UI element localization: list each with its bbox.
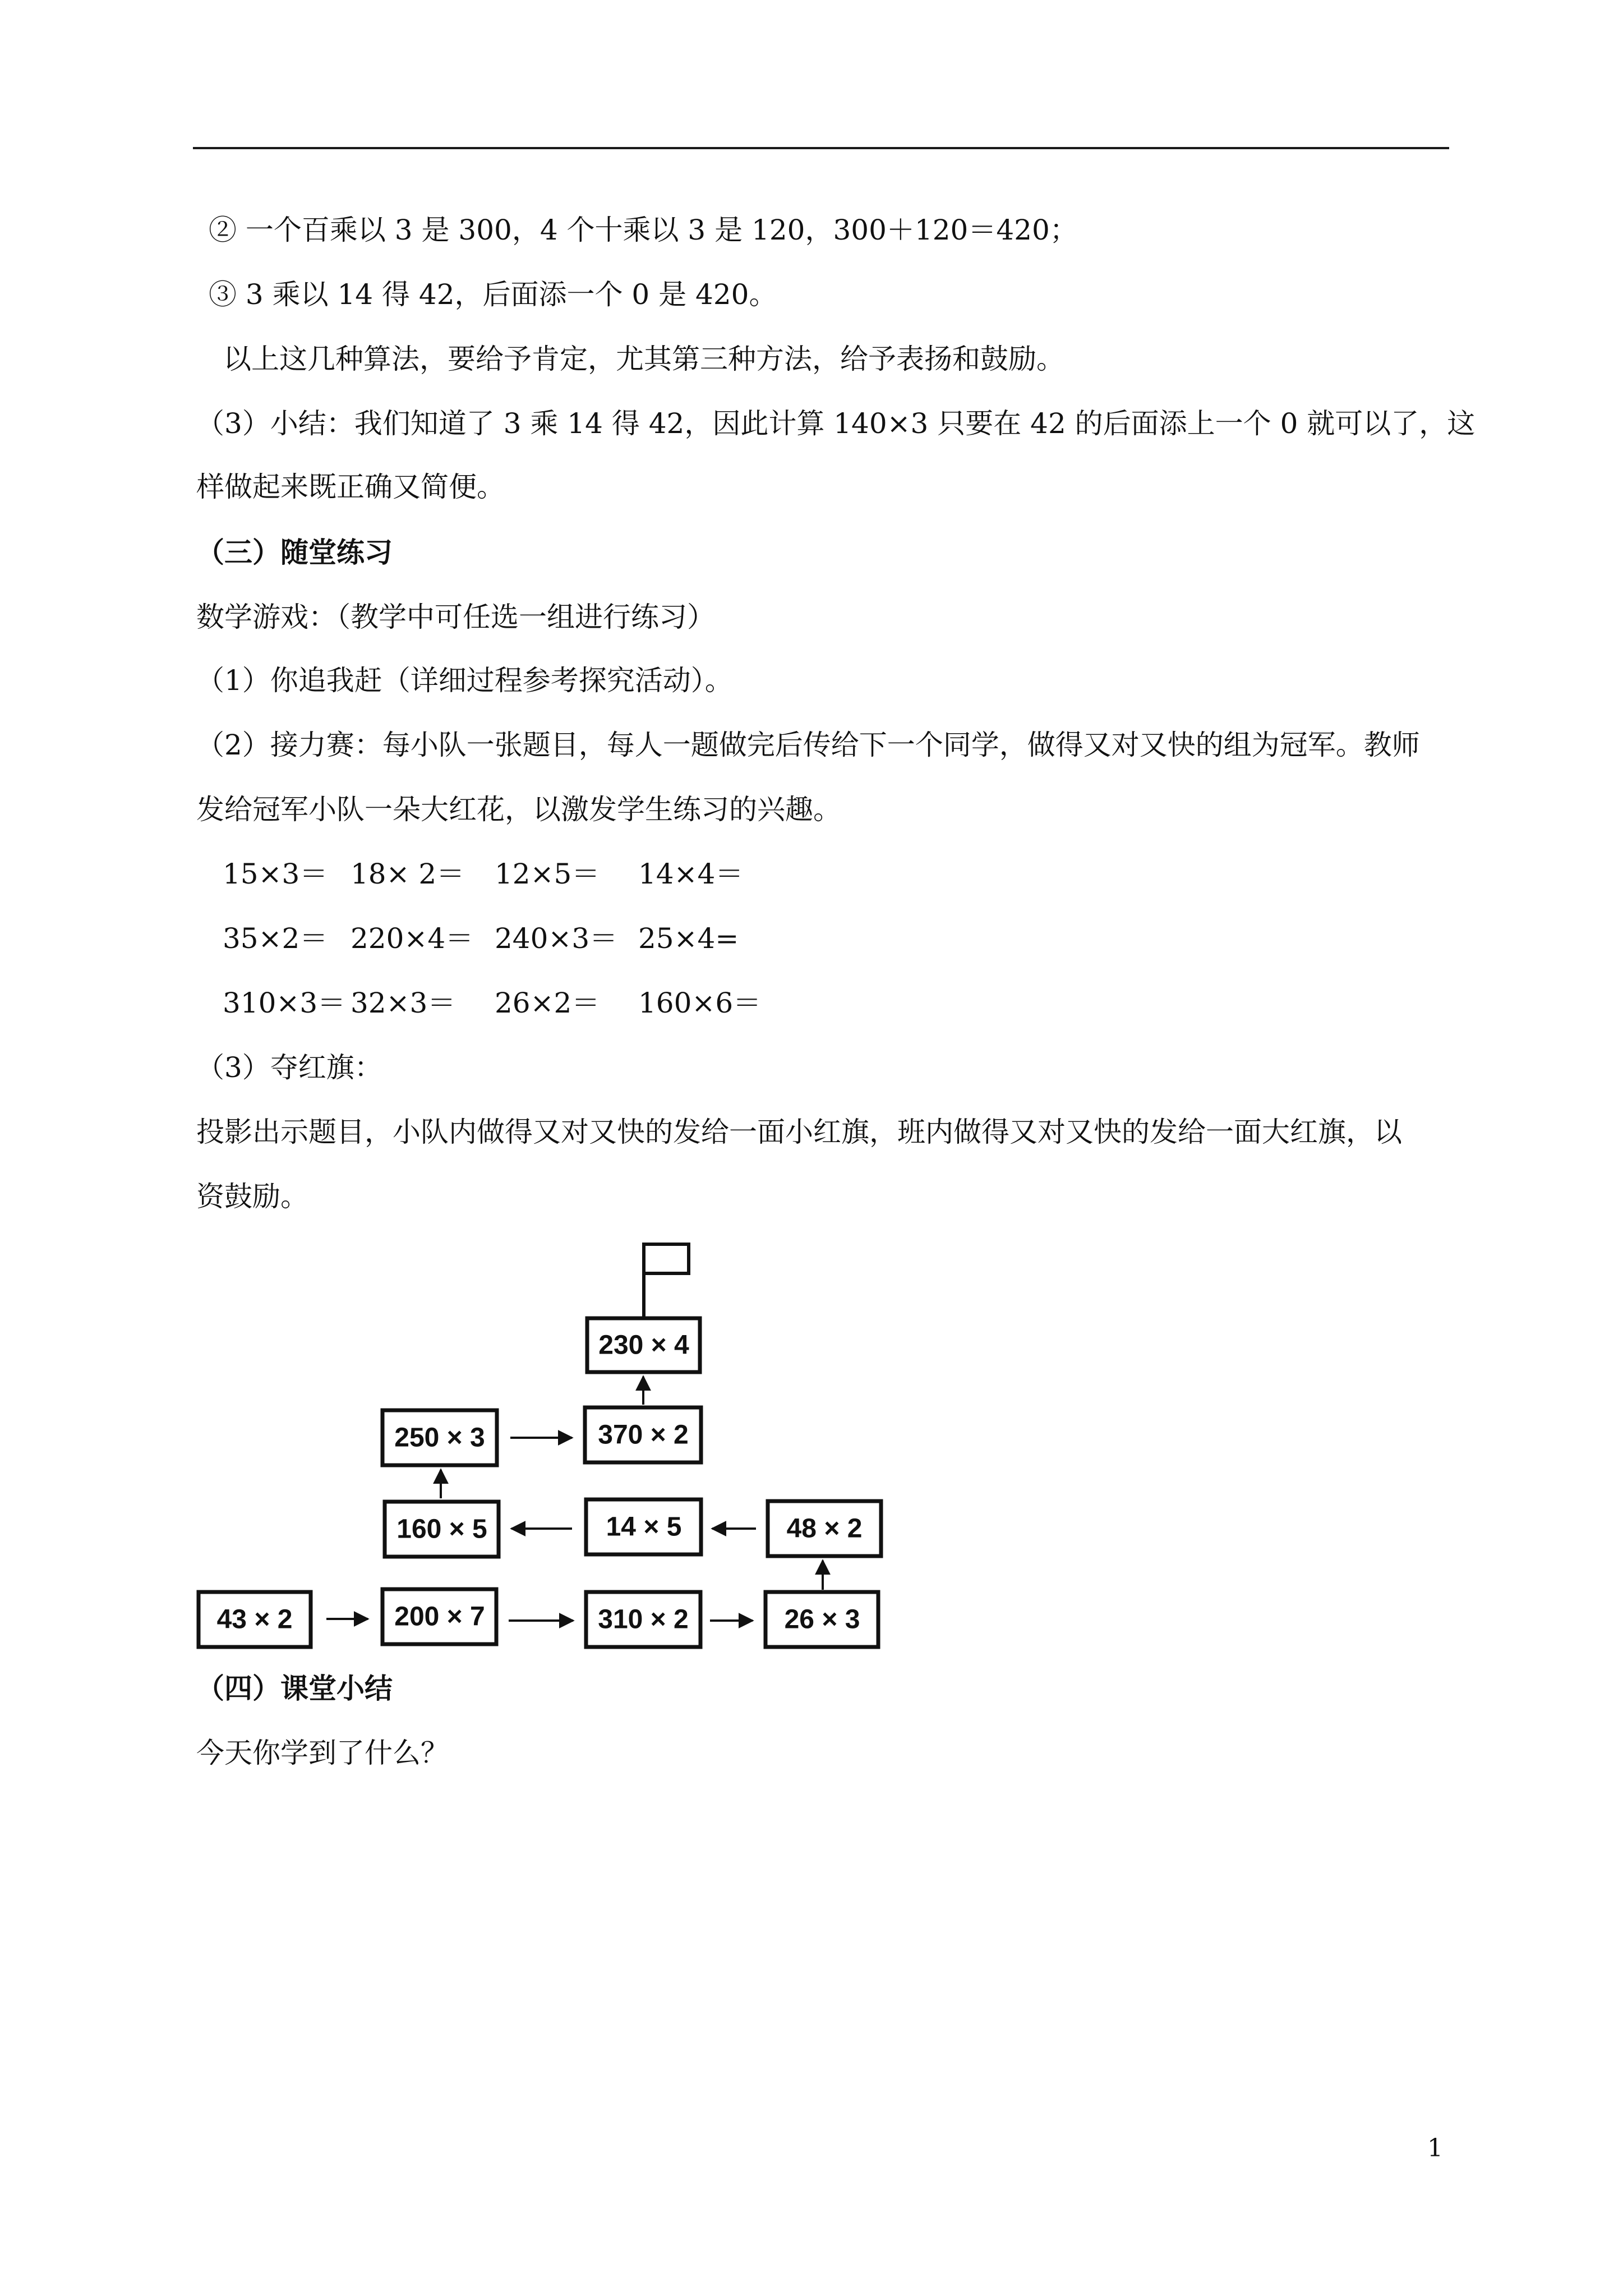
text-line-method-2: ② 一个百乘以 3 是 300，4 个十乘以 3 是 120，300＋120＝420；	[209, 214, 1078, 246]
item-3: （3）夺红旗：	[196, 1051, 382, 1084]
exercise-item: 160×6＝	[638, 987, 762, 1019]
exercise-item: 15×3＝	[223, 858, 328, 890]
item-3-desc-line-2: 资鼓励。	[196, 1180, 308, 1213]
section-heading-practice: （三）随堂练习	[196, 536, 393, 569]
item-1: （1）你追我赶（详细过程参考探究活动）。	[196, 664, 733, 697]
page-number: 1	[1427, 2134, 1443, 2162]
exercise-item: 26×2＝	[495, 987, 600, 1019]
exercise-item: 35×2＝	[223, 922, 328, 955]
text-line-method-3: ③ 3 乘以 14 得 42，后面添一个 0 是 420。	[209, 278, 777, 311]
exercise-item: 32×3＝	[351, 987, 456, 1019]
text-line-praise: 以上这几种算法，要给予肯定，尤其第三种方法，给予表扬和鼓励。	[223, 343, 1064, 375]
box-label: 160 × 5	[396, 1514, 487, 1544]
box-label: 250 × 3	[394, 1423, 485, 1453]
game-intro: 数学游戏：（教学中可任选一组进行练习）	[196, 601, 715, 633]
text-line-summary-1: （3）小结：我们知道了 3 乘 14 得 42，因此计算 140×3 只要在 42 的后面添上一个 0 就可以了，这	[196, 407, 1476, 440]
exercise-item: 240×3＝	[495, 922, 618, 955]
exercise-item: 25×4=	[638, 922, 739, 955]
section-heading-summary: （四）课堂小结	[196, 1672, 393, 1705]
box-label: 230 × 4	[598, 1330, 689, 1360]
item-2-line-2: 发给冠军小队一朵大红花，以激发学生练习的兴趣。	[196, 793, 841, 826]
text-line-summary-2: 样做起来既正确又简便。	[196, 471, 505, 503]
box-label: 43 × 2	[216, 1604, 293, 1635]
exercise-item: 220×4＝	[351, 922, 474, 955]
exercise-item: 12×5＝	[495, 858, 600, 890]
box-label: 200 × 7	[394, 1602, 485, 1632]
box-label: 26 × 3	[784, 1604, 860, 1635]
flag-icon	[644, 1244, 689, 1318]
exercise-item: 18× 2＝	[351, 858, 465, 890]
header-rule	[193, 147, 1449, 149]
exercise-item: 310×3＝	[223, 987, 346, 1019]
relay-flag-diagram	[191, 1223, 920, 1660]
item-3-desc-line-1: 投影出示题目，小队内做得又对又快的发给一面小红旗，班内做得又对又快的发给一面大红旗，以	[196, 1116, 1402, 1148]
box-label: 310 × 2	[598, 1604, 689, 1635]
item-2-line-1: （2）接力赛：每小队一张题目，每人一题做完后传给下一个同学，做得又对又快的组为冠军。教师	[196, 729, 1420, 761]
box-label: 370 × 2	[598, 1420, 689, 1450]
exercise-item: 14×4＝	[638, 858, 744, 890]
box-label: 14 × 5	[606, 1512, 682, 1542]
box-label: 48 × 2	[786, 1513, 863, 1544]
closing-question: 今天你学到了什么？	[196, 1737, 449, 1769]
